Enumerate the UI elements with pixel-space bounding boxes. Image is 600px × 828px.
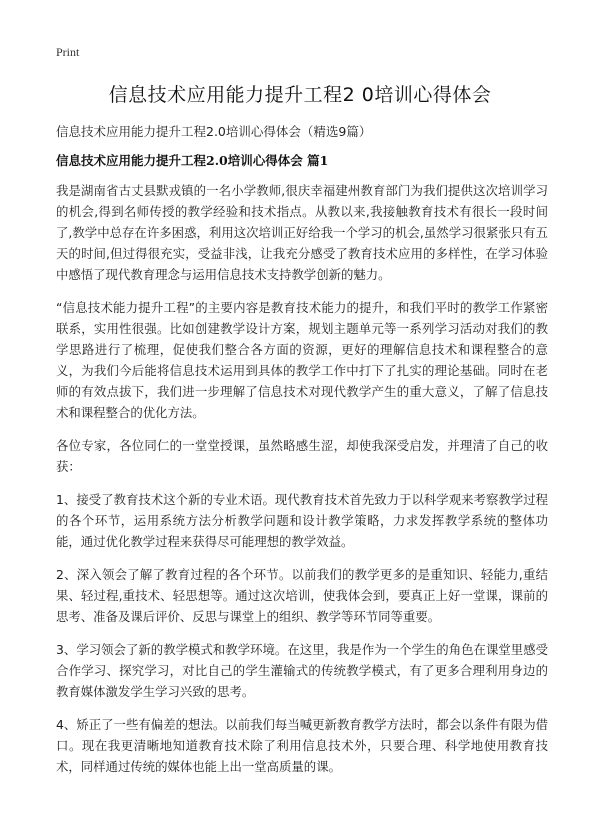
paragraph-5: 2、深入领会了解了教育过程的各个环节。以前我们的教学更多的是重知识、轻能力,重结果、轻过程,重技术、轻思想等。通过这次培训，使我体会到，要真正上好一堂课，课前的思考、准备及课后评价、反思与课堂上的组织、教学等环节同等重要。 [56, 567, 548, 624]
article-body [56, 180, 548, 789]
print-label[interactable]: Print [56, 45, 80, 59]
paragraph-3: 各位专家，各位同仁的一堂堂授课，虽然略感生涩，却使我深受启发，并理清了自己的收获： [56, 438, 548, 474]
page-title: 信息技术应用能力提升工程2 0培训心得体会 [108, 84, 492, 106]
paragraph-4: 1、接受了教育技术这个新的专业术语。现代教育技术首先致力于以科学观来考察教学过程的各个环节，运用系统方法分析教学问题和设计教学策略，力求发挥教学系统的整体功能，通过优化教学过程来获得尽可能理想的教学效益。 [56, 492, 548, 549]
paragraph-6: 3、学习领会了新的教学模式和教学环境。在这里，我是作为一个学生的角色在课堂里感受合作学习、探究学习，对比自己的学生灌输式的传统教学模式，有了更多合理利用身边的教育媒体激发学生学习兴致的思考。 [56, 642, 548, 699]
paragraph-7: 4、矫正了一些有偏差的想法。以前我们每当喊更新教育教学方法时，都会以条件有限为借口。现在我更清晰地知道教育技术除了利用信息技术外，只要合理、科学地使用教育技术，同样通过传统的媒体也能上出一堂高质量的课。 [56, 717, 548, 774]
document-subtitle: 信息技术应用能力提升工程2.0培训心得体会（精选9篇） [56, 124, 372, 139]
paragraph-1: 我是湖南省古丈县默戎镇的一名小学教师,很庆幸福建州教育部门为我们提供这次培训学习的机会,得到名师传授的教学经验和技术指点。从教以来,我接触教育技术有很长一段时间了,教学中总存在许多困惑，利用这次培训正好给我一个学习的机会,虽然学习很紧张只有五天的时间,但过得很充实，受益非浅，让我充分感受了教育技术应用的多样性，在学习体验中感悟了现代教育理念与运用信息技术支持教学创新的魅力。 [56, 183, 548, 282]
paragraph-2: “信息技术能力提升工程”的主要内容是教育技术能力的提升，和我们平时的教学工作紧密联系，实用性很强。比如创建教学设计方案，规划主题单元等一系列学习活动对我们的教学思路进行了梳理，促使我们整合各方面的资源，更好的理解信息技术和课程整合的意义，为我们今后能将信息技术运用到具体的教学工作中打下了扎实的理论基础。同时在老师的有效点拔下，我们进一步理解了信息技术对现代教学产生的重大意义，了解了信息技术和课程整合的优化方法。 [56, 300, 548, 420]
section-heading: 信息技术应用能力提升工程2.0培训心得体会 篇1 [56, 153, 329, 168]
